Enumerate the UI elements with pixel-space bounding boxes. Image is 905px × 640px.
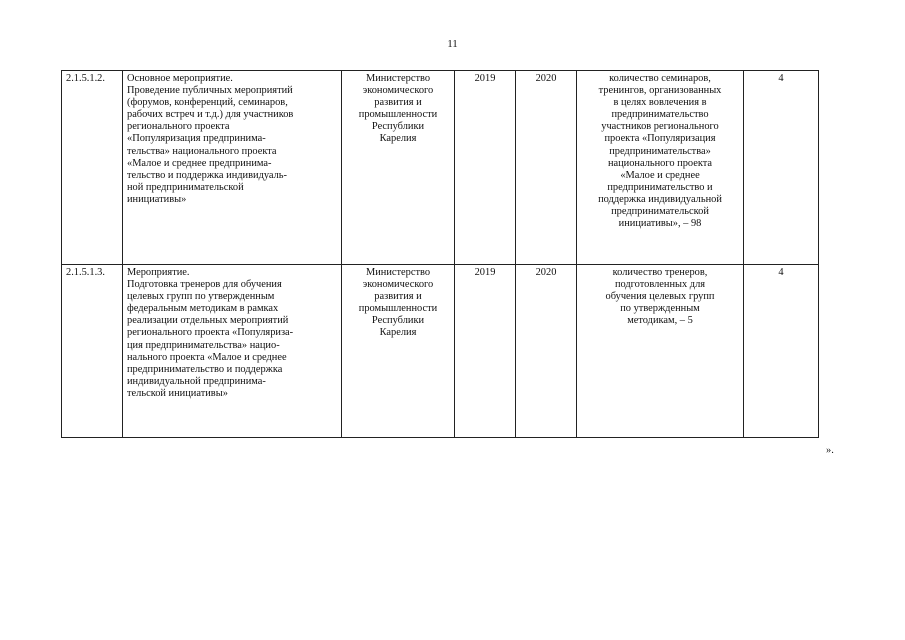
year-start-cell: 2019: [455, 265, 516, 438]
year-start-cell: 2019: [455, 71, 516, 265]
activities-table: [61, 70, 819, 438]
activity-number-cell: 2.1.5.1.3.: [62, 265, 123, 438]
indicator-cell: количество семинаров, тренингов, организованных в целях вовлечения в предпринимательство участников регионального проекта «Популяризация предпринимательства» национального проекта «Малое и среднее предпринимательство и поддержка индивидуальной предпринимательской инициативы», – 98: [577, 71, 744, 265]
year-end-cell: 2020: [516, 265, 577, 438]
page-number: 11: [447, 38, 458, 50]
value-cell: 4: [744, 71, 819, 265]
value-cell: 4: [744, 265, 819, 438]
table-row: [62, 71, 819, 265]
table-row: [62, 265, 819, 438]
closing-quote-mark: ».: [826, 445, 834, 456]
activity-name-cell: Мероприятие. Подготовка тренеров для обучения целевых групп по утвержденным федеральным методикам в рамках реализации отдельных мероприятий регионального проекта «Популяриза- ция предпринимательства» нацио- нального проекта «Малое и среднее предпринимательство и поддержка индивидуальной предпринима- тельской инициативы»: [123, 265, 342, 438]
year-end-cell: 2020: [516, 71, 577, 265]
indicator-cell: количество тренеров, подготовленных для обучения целевых групп по утвержденным методикам, – 5: [577, 265, 744, 438]
responsible-org-cell: Министерство экономического развития и промышленности Республики Карелия: [342, 71, 455, 265]
activity-name-cell: Основное мероприятие. Проведение публичных мероприятий (форумов, конференций, семинаров, рабочих встреч и т.д.) для участников регионального проекта «Популяризация предпринима- тельства» национального проекта «Малое и среднее предпринима- тельство и поддержка индивидуаль- ной предпринимательской инициативы»: [123, 71, 342, 265]
activity-number-cell: 2.1.5.1.2.: [62, 71, 123, 265]
responsible-org-cell: Министерство экономического развития и промышленности Республики Карелия: [342, 265, 455, 438]
